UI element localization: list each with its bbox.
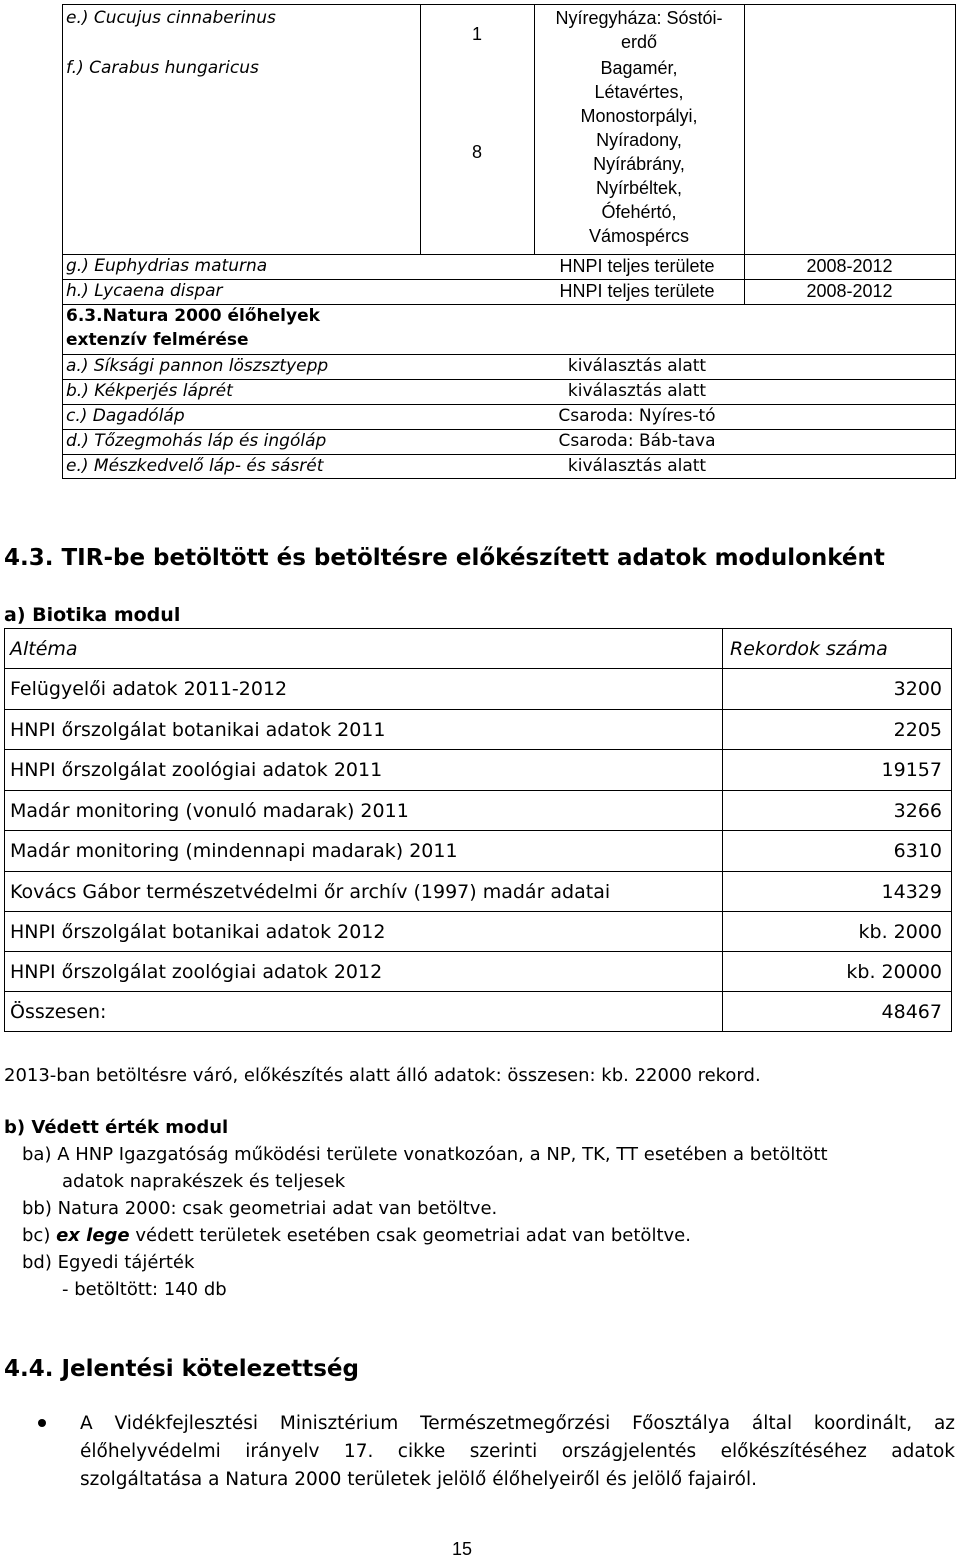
item-bc-italic: ex lege bbox=[56, 1225, 130, 1246]
species-habitat-table bbox=[62, 4, 956, 478]
header-record-count: Rekordok száma bbox=[730, 638, 888, 660]
species-name: e.) Cucujus cinnaberinus bbox=[66, 8, 276, 28]
location: HNPI teljes területe bbox=[559, 256, 715, 276]
habitat-name: e.) Mészkedvelő láp- és sásrét bbox=[66, 456, 324, 476]
section-heading-4-4: 4.4. Jelentési kötelezettség bbox=[4, 1356, 359, 1382]
habitat-location: Csaroda: Nyíres-tó bbox=[558, 406, 716, 426]
species-count: 8 bbox=[471, 142, 482, 162]
location: HNPI teljes területe bbox=[559, 281, 715, 301]
item-bb: bb) Natura 2000: csak geometriai adat van betöltve. bbox=[22, 1198, 498, 1219]
table-row-label: Kovács Gábor természetvédelmi őr archív (1997) madár adatai bbox=[10, 881, 611, 903]
bullet-line: szolgáltatása a Natura 2000 területek jelölő élőhelyeiről és jelölő fajairól. bbox=[80, 1469, 757, 1490]
habitat-location: kiválasztás alatt bbox=[567, 381, 707, 401]
location-line: Ófehértó, bbox=[601, 202, 677, 222]
table-row-label: Összesen: bbox=[10, 1001, 107, 1023]
species-name: g.) Euphydrias maturna bbox=[66, 256, 268, 276]
habitat-name: c.) Dagadóláp bbox=[66, 406, 185, 426]
table-row-value: kb. 2000 bbox=[858, 921, 942, 943]
species-name: f.) Carabus hungaricus bbox=[66, 58, 259, 78]
item-ba: ba) A HNP Igazgatóság működési területe vonatkozóan, a NP, TK, TT esetében a betöltött bbox=[22, 1144, 828, 1165]
item-bd: bd) Egyedi tájérték bbox=[22, 1252, 195, 1273]
table-row-label: HNPI őrszolgálat botanikai adatok 2012 bbox=[10, 921, 386, 943]
item-bc-prefix: bc) bbox=[22, 1225, 57, 1246]
bullet-dot-icon bbox=[38, 1419, 46, 1427]
table-row-label: HNPI őrszolgálat zoológiai adatok 2012 bbox=[10, 961, 383, 983]
table-row-label: Madár monitoring (mindennapi madarak) 2011 bbox=[10, 840, 458, 862]
item-bc bbox=[22, 1222, 691, 1249]
table-row-value: 3200 bbox=[893, 678, 942, 700]
table-row-value: 3266 bbox=[893, 800, 942, 822]
section-heading-4-3: 4.3. TIR-be betöltött és betöltésre előkészített adatok modulonként bbox=[4, 545, 885, 571]
bullet-line: A Vidékfejlesztési Minisztérium Természetmegőrzési Főosztálya által koordinált, az bbox=[80, 1413, 955, 1434]
habitat-location: Csaroda: Báb-tava bbox=[558, 431, 716, 451]
page-number: 15 bbox=[451, 1539, 473, 1559]
table-row-label: Madár monitoring (vonuló madarak) 2011 bbox=[10, 800, 409, 822]
location-line: Nyíregyháza: Sóstói- bbox=[555, 8, 723, 28]
header-altema: Altéma bbox=[10, 638, 78, 660]
location-line: erdő bbox=[620, 32, 658, 52]
table-row-value: 48467 bbox=[881, 1001, 942, 1023]
location-line: Monostorpályi, bbox=[580, 106, 698, 126]
module-a-title: a) Biotika modul bbox=[4, 604, 181, 626]
records-table bbox=[4, 628, 952, 1032]
module-b-title: b) Védett érték modul bbox=[4, 1117, 229, 1138]
table-row-value: 14329 bbox=[881, 881, 942, 903]
habitat-location: kiválasztás alatt bbox=[567, 456, 707, 476]
table-row-label: HNPI őrszolgálat zoológiai adatok 2011 bbox=[10, 759, 383, 781]
table-row-label: HNPI őrszolgálat botanikai adatok 2011 bbox=[10, 719, 386, 741]
habitat-name: a.) Síksági pannon löszsztyepp bbox=[66, 356, 329, 376]
period: 2008-2012 bbox=[806, 256, 893, 276]
table-row-value: 2205 bbox=[893, 719, 942, 741]
item-bd-sub: - betöltött: 140 db bbox=[62, 1279, 227, 1300]
section-title: extenzív felmérése bbox=[66, 330, 249, 350]
section-title: 6.3.Natura 2000 élőhelyek bbox=[66, 306, 320, 326]
location-line: Nyíradony, bbox=[596, 130, 682, 150]
note-2013: 2013-ban betöltésre váró, előkészítés alatt álló adatok: összesen: kb. 22000 rekord. bbox=[4, 1065, 761, 1086]
table-row-label: Felügyelői adatok 2011-2012 bbox=[10, 678, 288, 700]
bullet-line: élőhelyvédelmi irányelv 17. cikke szerinti országjelentés előkészítéséhez adatok bbox=[80, 1441, 955, 1462]
species-name: h.) Lycaena dispar bbox=[66, 281, 223, 301]
location-line: Vámospércs bbox=[588, 226, 690, 246]
habitat-location: kiválasztás alatt bbox=[567, 356, 707, 376]
table-row-value: 6310 bbox=[893, 840, 942, 862]
location-line: Létavértes, bbox=[594, 82, 684, 102]
habitat-name: d.) Tőzegmohás láp és ingóláp bbox=[66, 431, 327, 451]
item-bc-rest: védett területek esetében csak geometriai adat van betöltve. bbox=[129, 1225, 691, 1246]
location-line: Bagamér, bbox=[600, 58, 678, 78]
table-row-value: 19157 bbox=[881, 759, 942, 781]
location-line: Nyírábrány, bbox=[593, 154, 685, 174]
period: 2008-2012 bbox=[806, 281, 893, 301]
species-count: 1 bbox=[471, 24, 482, 44]
table-row-value: kb. 20000 bbox=[846, 961, 942, 983]
habitat-name: b.) Kékperjés láprét bbox=[66, 381, 233, 401]
item-ba-cont: adatok naprakészek és teljesek bbox=[62, 1171, 346, 1192]
location-line: Nyírbéltek, bbox=[595, 178, 683, 198]
